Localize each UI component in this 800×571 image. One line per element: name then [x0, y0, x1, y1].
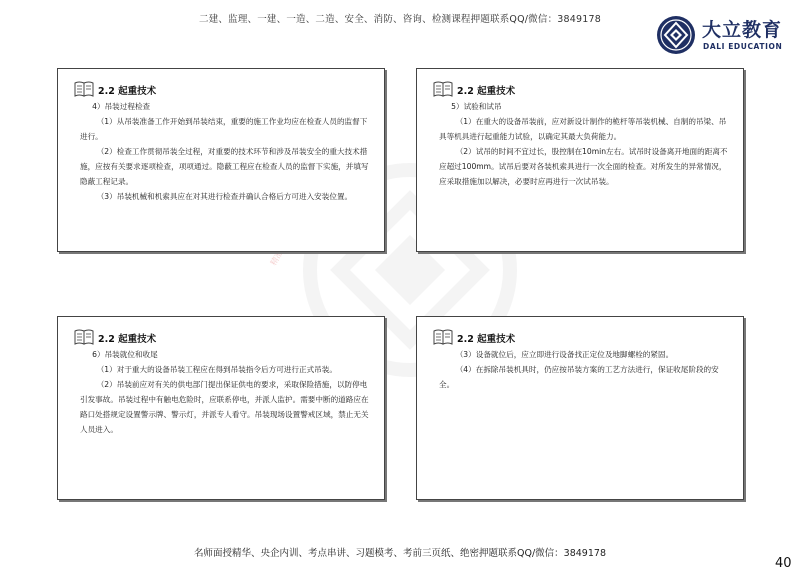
card-paragraph: （2）吊装前应对有关的供电部门提出保证供电的要求，采取保险措施，以防停电引发事故。吊装过程中有触电危险时，应联系停电，并派人监护。需要中断的道路应在路口处搭规定设置警示牌、警示灯，并派专人看守。吊装现场设置警戒区域，禁止无关人员进入。 — [80, 380, 369, 434]
card-paragraph: （2）试吊的时间不宜过长，股控制在10min左右。试吊时设备离开地面的距离不应超过100mm。试吊后要对各装机索具进行一次全面的检查。对所发生的异常情况，应采取措施加以解决，必要时应再进行一次试吊装。 — [439, 147, 728, 186]
card-paragraph: （1）对于重大的设备吊装工程应在得到吊装指令后方可进行正式吊装。 — [96, 365, 337, 374]
book-icon — [74, 81, 94, 97]
card-paragraph: （3）设备就位后，应立即进行设备找正定位及地脚螺栓的紧固。 — [455, 350, 674, 359]
logo-name-cn: 大立教育 — [702, 19, 783, 41]
card-title: 2.2 起重技术 — [457, 334, 516, 345]
slide-card-1 — [57, 68, 385, 252]
brand-logo — [655, 14, 790, 58]
card-paragraph: 4）吊装过程检查 — [92, 102, 151, 111]
card-paragraph: 6）吊装就位和收尾 — [92, 350, 158, 359]
card-paragraph: （4）在拆除吊装机具时，仍应按吊装方案的工艺方法进行，保证收尾阶段的安全。 — [439, 365, 719, 389]
card-body — [80, 99, 370, 204]
slide-card-3 — [57, 316, 385, 500]
header-courses-text: 二建、监理、一建、一造、二造、安全、消防、咨询、检测课程押题联系QQ/微信：3849178 — [199, 14, 601, 25]
card-body — [439, 347, 729, 392]
card-paragraph: （1）在重大的设备吊装前，应对新设计制作的桅杆等吊装机械、自制的吊梁、吊具等机具进行起重能力试验，以确定其最大负荷能力。 — [439, 117, 727, 141]
card-title: 2.2 起重技术 — [98, 86, 157, 97]
card-title: 2.2 起重技术 — [98, 334, 157, 345]
page-number: 40 — [775, 556, 792, 571]
card-paragraph: （3）吊装机械和机索具应在对其进行检查并确认合格后方可进入安装位置。 — [96, 192, 353, 201]
card-title: 2.2 起重技术 — [457, 86, 516, 97]
card-body — [80, 347, 370, 437]
card-paragraph: 5）试验和试吊 — [451, 102, 502, 111]
logo-name-en: DALI EDUCATION — [703, 42, 783, 51]
card-paragraph: （2）检查工作贯彻吊装全过程，对重要的技术环节和涉及吊装安全的重大技术措施，应按有关要求逐项检查，项项通过。隐蔽工程应在检查人员的监督下实施，并填写隐蔽工程记录。 — [80, 147, 369, 186]
footer-courses-text: 名师面授精华、央企内训、考点串讲、习题模考、考前三页纸、绝密押题联系QQ/微信：3849178 — [194, 548, 606, 559]
book-icon — [74, 329, 94, 345]
book-icon — [433, 329, 453, 345]
slide-card-4 — [416, 316, 744, 500]
book-icon — [433, 81, 453, 97]
dali-logo-icon — [655, 14, 697, 56]
card-body — [439, 99, 729, 189]
card-paragraph: （1）从吊装准备工作开始到吊装结束，重要的施工作业均应在检查人员的监督下进行。 — [80, 117, 368, 141]
slide-card-2 — [416, 68, 744, 252]
